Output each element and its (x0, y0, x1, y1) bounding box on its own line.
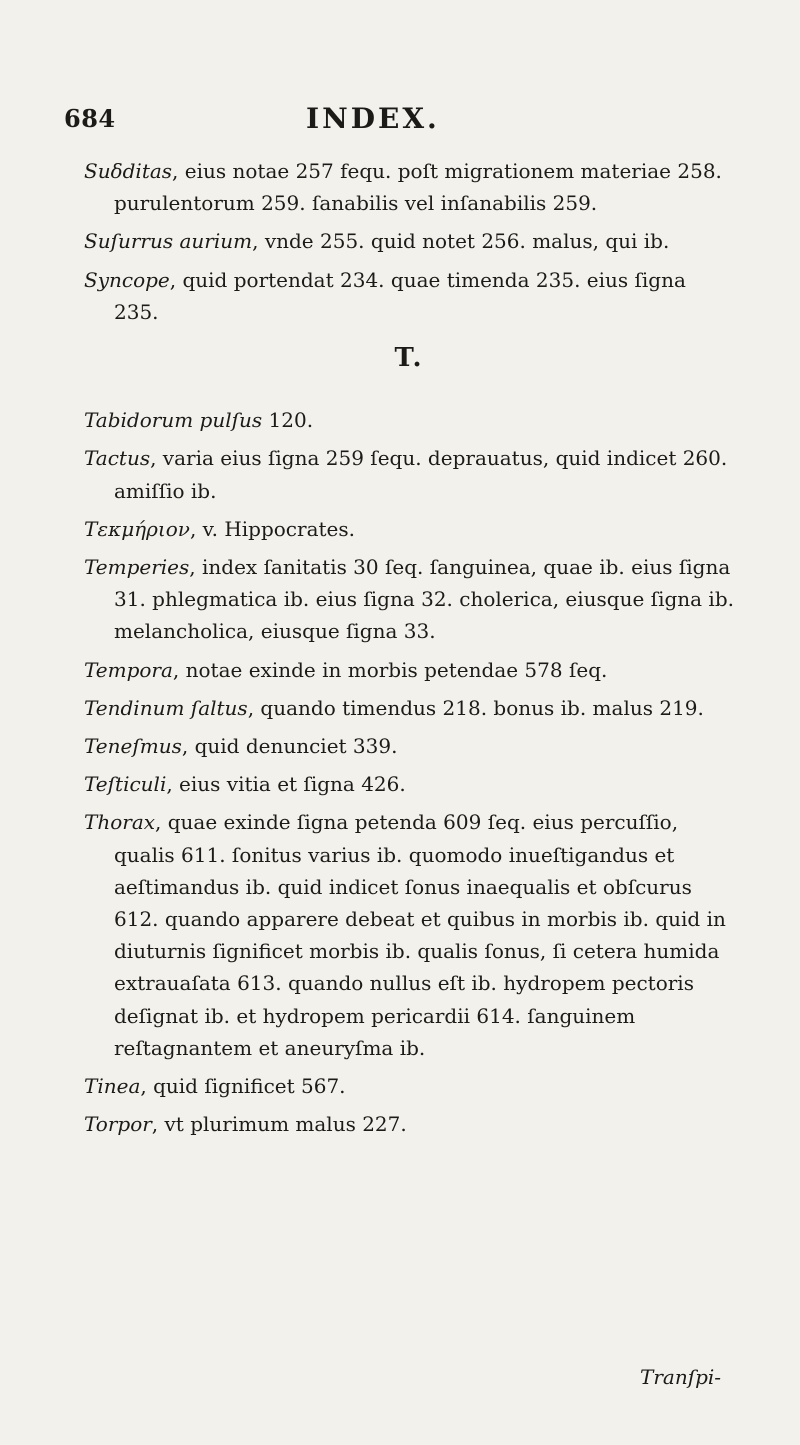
index-entry (84, 730, 734, 762)
catchword: Tranſpi- (640, 1365, 722, 1389)
index-entry (84, 225, 734, 257)
page-number: 684 (64, 104, 116, 133)
entry-text: , quid portendat 234. quae timenda 235. eius ſigna 235. (114, 267, 686, 324)
entry-text: , vt plurimum malus 227. (151, 1112, 407, 1137)
entry-headword: Thorax (84, 810, 156, 835)
entry-text: , quid denunciet 339. (181, 734, 398, 759)
page-header (64, 104, 664, 144)
entry-headword: Tabidorum pulſus (84, 408, 263, 433)
entry-headword: Temperies (84, 555, 190, 580)
running-title: INDEX. (306, 102, 440, 135)
entry-text: , eius notae 257 fequ. poſt migrationem materiae 258. purulentorum 259. ſanabilis vel inſanabilis 259. (114, 159, 722, 216)
entry-headword: Tinea (84, 1074, 141, 1099)
entry-headword: Syncope (84, 267, 170, 292)
index-entry (84, 155, 734, 219)
entry-text: , index ſanitatis 30 ſeq. ſanguinea, quae ib. eius ſigna 31. phlegmatica ib. eius ſigna 32. cholerica, eiusque ſigna ib. melancholica, eiusque ſigna 33. (114, 555, 734, 644)
index-entry (84, 1070, 734, 1102)
entry-headword: Τεκμήριον (84, 516, 190, 541)
entry-text: , vnde 255. quid notet 256. malus, qui ib. (252, 229, 670, 254)
entry-headword: Teſticuli (84, 772, 167, 797)
entry-text: , v. Hippocrates. (189, 516, 355, 541)
entry-headword: Tendinum ſaltus (84, 695, 248, 720)
index-entry (84, 692, 734, 724)
index-entry (84, 1108, 734, 1140)
index-entry (84, 806, 734, 1064)
index-entry (84, 513, 734, 545)
index-entries (84, 155, 734, 1146)
index-entry (84, 551, 734, 648)
entry-text: 120. (262, 408, 314, 433)
entry-headword: Tactus (84, 446, 151, 471)
index-entry (84, 404, 734, 436)
index-entry (84, 768, 734, 800)
entry-headword: Suſurrus aurium (84, 229, 253, 254)
entry-headword: Tempora (84, 657, 173, 682)
entry-text: , quae exinde ſigna petenda 609 ſeq. eius percuſſio, qualis 611. ſonitus varius ib. quomodo inueſtigandus et aeſtimandus ib. quid indicet ſonus inaequalis et obſcurus 612. quando apparere debeat et quibus in morbis ib. quid in diuturnis ſignificet morbis ib. qualis ſonus, ſi cetera humida extrauaſata 613. quando nullus eſt ib. hydropem pectoris deſignat ib. et hydropem pericardii 614. ſanguinem reſtagnantem et aneuryſma ib. (114, 810, 726, 1060)
index-entry (84, 442, 734, 506)
index-entry (84, 654, 734, 686)
entry-text: , quid ſignificet 567. (140, 1074, 346, 1099)
letter-heading: T. (394, 343, 424, 374)
entry-text: , notae exinde in morbis petendae 578 ſeq. (172, 657, 608, 682)
entry-text: , quando timendus 218. bonus ib. malus 219. (247, 695, 704, 720)
entry-headword: Teneſmus (84, 734, 182, 759)
entry-text: , eius vitia et ſigna 426. (166, 772, 406, 797)
entry-text: , varia eius ſigna 259 ſequ. deprauatus, quid indicet 260. amiſſio ib. (114, 446, 728, 503)
entry-headword: Suẟditas (84, 159, 173, 183)
index-entry (84, 264, 734, 328)
entry-headword: Torpor (84, 1112, 152, 1137)
